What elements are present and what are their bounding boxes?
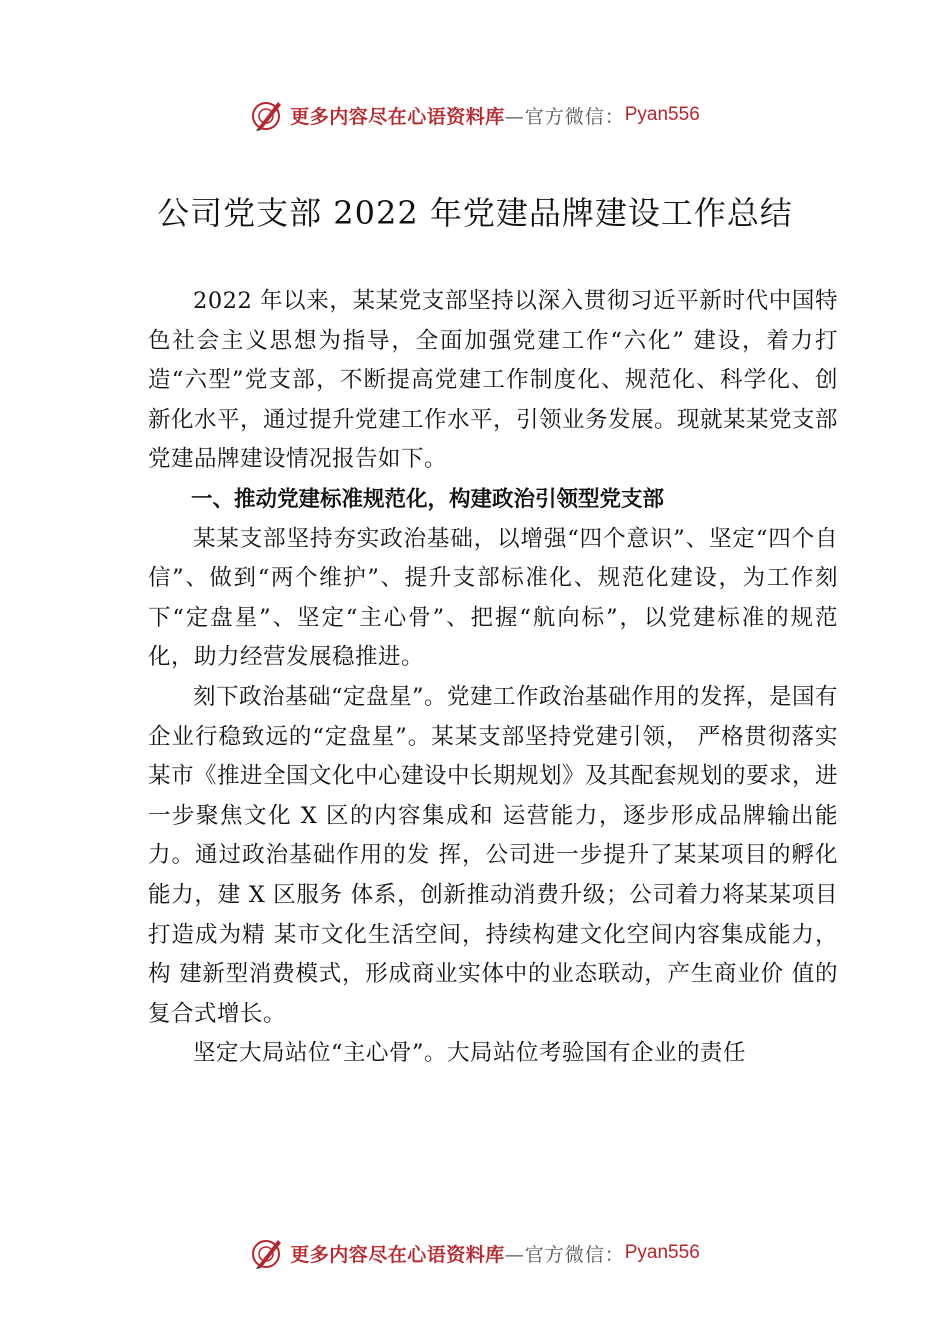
intro-paragraph: 2022 年以来，某某党支部坚持以深入贯彻习近平新时代中国特色社会主义思想为指导，全面加强党建工作“六化” 建设，着力打造“六型”党支部，不断提高党建工作制度化、规范化、科学化、创新化水平，通过提升党建工作水平，引领业务发展。现就某某党支部党建品牌建设情况报告如下。 xyxy=(148,288,839,473)
section-heading-1: 一、推动党建标准规范化，构建政治引领型党支部 xyxy=(191,486,665,512)
overall-position-paragraph: 坚定大局站位“主心骨”。大局站位考验国有企业的责任 xyxy=(193,1040,747,1067)
banner-wechat-label: —官方微信： xyxy=(504,105,625,128)
banner-wechat-label: —官方微信： xyxy=(504,1243,625,1266)
pen-logo-icon xyxy=(250,98,284,132)
footer-banner xyxy=(0,1233,950,1273)
banner-wechat-id: Pyan556 xyxy=(624,104,700,125)
pen-logo-icon xyxy=(250,1236,284,1270)
header-banner xyxy=(0,95,950,135)
document-body xyxy=(148,282,838,1074)
banner-library-text: 更多内容尽在心语资料库 xyxy=(290,1243,505,1266)
document-title: 公司党支部 2022 年党建品牌建设工作总结 xyxy=(157,194,793,232)
political-foundation-paragraph: 刻下政治基础“定盘星”。党建工作政治基础作用的发挥，是国有企业行稳致远的“定盘星”。某某支部坚持党建引领， 严格贯彻落实某市《推进全国文化中心建设中长期规划》及其配套规划的要求，进一步聚焦文化 X 区的内容集成和 运营能力，逐步形成品牌输出能力。通过政治基础作用的发 挥，公司进一步提升了某某项目的孵化能力，建 X 区服务 体系，创新推动消费升级；公司着力将某某项目打造成为精 某市文化生活空间，持续构建文化空间内容集成能力，构 建新型消费模式，形成商业实体中的业态联动，产生商业价 值的复合式增长。 xyxy=(148,683,839,1027)
section-1-paragraph: 某某支部坚持夯实政治基础，以增强“四个意识”、坚定“四个自信”、做到“两个维护”、提升支部标准化、规范化建设，为工作刻下“定盘星”、坚定“主心骨”、把握“航向标”，以党建标准的规范化，助力经营发展稳推进。 xyxy=(148,525,838,671)
banner-wechat-id: Pyan556 xyxy=(624,1242,700,1263)
banner-library-text: 更多内容尽在心语资料库 xyxy=(290,105,505,128)
